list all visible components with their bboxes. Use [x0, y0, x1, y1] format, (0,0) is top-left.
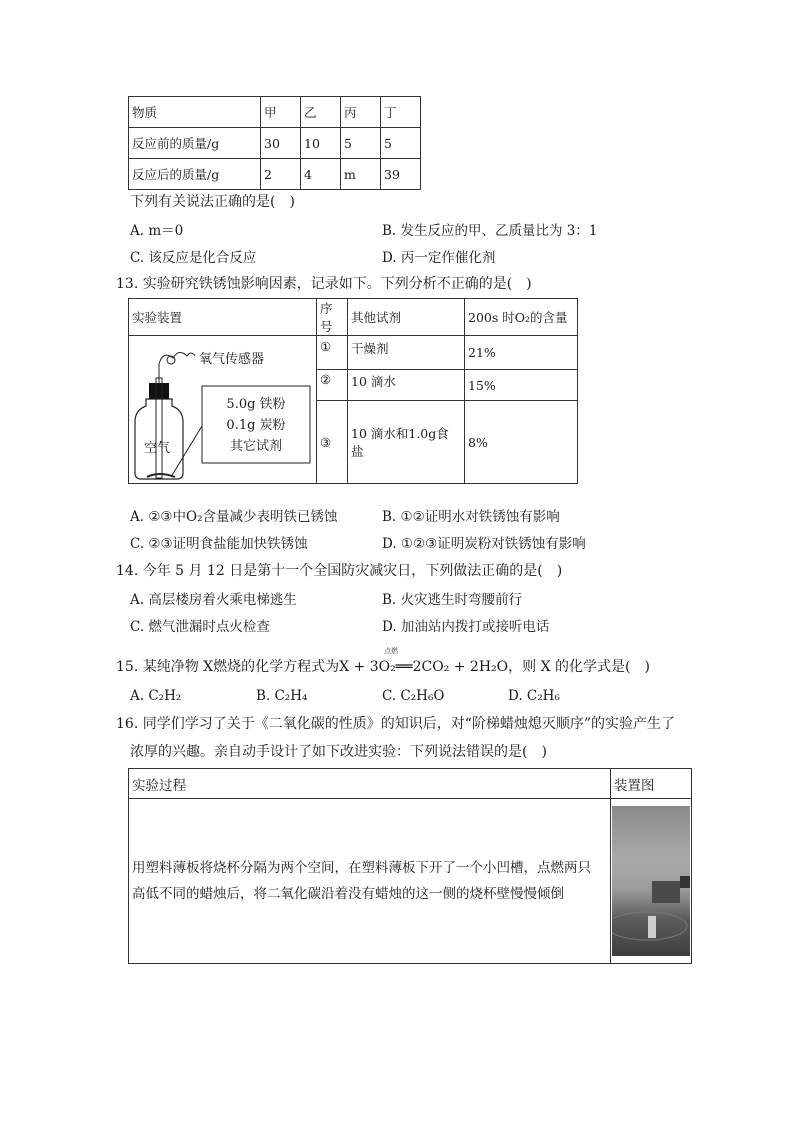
reagent-line: 0.1g 炭粉	[226, 418, 286, 433]
q14-stem: 14. 今年 5 月 12 日是第十一个全国防灾减灾日，下列做法正确的是( )	[116, 563, 563, 579]
table-cell: ②	[317, 370, 348, 401]
q15-stem-prefix: 15. 某纯净物 X燃烧的化学方程式为	[116, 659, 340, 675]
table-cell: 8%	[465, 401, 578, 484]
process-line: 用塑料薄板将烧杯分隔为两个空间，在塑料薄板下开了一个小凹槽，点燃两只	[132, 860, 591, 876]
table-cell: 实验装置	[129, 299, 317, 336]
q13-option-b[interactable]: B. ①②证明水对铁锈蚀有影响	[382, 509, 560, 525]
image-cell	[611, 799, 692, 964]
process-cell	[129, 799, 611, 964]
reagent-line: 其它试剂	[229, 439, 282, 454]
sensor-label: 氧气传感器	[199, 352, 265, 367]
q14-option-b[interactable]: B. 火灾逃生时弯腰前行	[382, 592, 523, 608]
photo-detail	[612, 806, 690, 956]
table-cell: 5	[341, 128, 381, 159]
table-cell: 序号	[317, 299, 348, 336]
table-cell: 10 滴水	[348, 370, 465, 401]
table-cell: 2	[261, 159, 301, 190]
reagent-line: 5.0g 铁粉	[226, 397, 286, 412]
table-cell: 反应前的质量/g	[129, 128, 261, 159]
table-cell: 30	[261, 128, 301, 159]
q12-option-b[interactable]: B. 发生反应的甲、乙质量比为 3：1	[382, 223, 598, 239]
q15-stem	[116, 647, 650, 676]
table-cell: ③	[317, 401, 348, 484]
table-cell: 4	[301, 159, 341, 190]
q14-option-c[interactable]: C. 燃气泄漏时点火检查	[130, 619, 270, 635]
rust-experiment-table	[128, 298, 578, 484]
q13-option-a[interactable]: A. ②③中O₂含量减少表明铁已锈蚀	[130, 509, 338, 525]
table-row	[129, 299, 578, 336]
table-row	[129, 799, 692, 964]
mass-table	[128, 96, 421, 190]
table-cell: 21%	[465, 336, 578, 370]
table-cell: 200s 时O₂的含量	[465, 299, 578, 336]
table-row	[129, 769, 692, 799]
q15-option-b[interactable]: B. C₂H₄	[256, 688, 308, 704]
apparatus-diagram	[129, 338, 316, 481]
table-cell: 10	[301, 128, 341, 159]
air-label: 空气	[144, 441, 171, 456]
table-cell: 甲	[261, 97, 301, 128]
table-cell: 15%	[465, 370, 578, 401]
table-row	[129, 159, 421, 190]
q16-stem-line1: 16. 同学们学习了关于《二氧化碳的性质》的知识后，对“阶梯蜡烛熄灭顺序”的实验产生了	[116, 716, 676, 732]
table-row	[129, 336, 578, 370]
q15-equation-wrap	[339, 647, 509, 675]
table-row	[129, 97, 421, 128]
q15-equation: X + 3O₂══2CO₂ + 2H₂O	[339, 659, 509, 675]
q15-stem-suffix: ，则 X 的化学式是( )	[508, 659, 650, 675]
table-cell: 其他试剂	[348, 299, 465, 336]
table-cell: ①	[317, 336, 348, 370]
table-cell: 丙	[341, 97, 381, 128]
table-cell: m	[341, 159, 381, 190]
apparatus-cell	[129, 336, 317, 484]
sensor-wire	[159, 352, 195, 383]
q14-option-d[interactable]: D. 加油站内拨打或接听电话	[382, 619, 550, 635]
photo-candle	[648, 916, 656, 938]
q12-option-a[interactable]: A. m＝0	[130, 223, 184, 239]
q13-option-d[interactable]: D. ①②③证明炭粉对铁锈蚀有影响	[382, 536, 586, 552]
table-cell: 干燥剂	[348, 336, 465, 370]
sensor-coil	[167, 356, 175, 364]
table-cell: 实验过程	[129, 769, 611, 799]
table-cell: 5	[381, 128, 421, 159]
q13-option-c[interactable]: C. ②③证明食盐能加快铁锈蚀	[130, 536, 308, 552]
table-row	[129, 128, 421, 159]
table-cell: 10 滴水和1.0g食盐	[348, 401, 465, 484]
reagent-box-text	[202, 394, 310, 457]
table-cell: 物质	[129, 97, 261, 128]
q15-option-c[interactable]: C. C₂H₆O	[382, 688, 445, 704]
table-cell: 乙	[301, 97, 341, 128]
table-cell: 反应后的质量/g	[129, 159, 261, 190]
table-cell: 39	[381, 159, 421, 190]
photo-board	[652, 881, 680, 903]
apparatus-photo	[612, 806, 690, 956]
q12-option-d[interactable]: D. 丙一定作催化剂	[382, 250, 496, 266]
photo-object	[680, 876, 690, 888]
q14-option-a[interactable]: A. 高层楼房着火乘电梯逃生	[130, 592, 297, 608]
q12-option-c[interactable]: C. 该反应是化合反应	[130, 250, 257, 266]
q15-option-a[interactable]: A. C₂H₂	[130, 688, 182, 704]
pointer-line	[171, 426, 202, 477]
process-line: 高低不同的蜡烛后，将二氧化碳沿着没有蜡烛的这一侧的烧杯壁慢慢倾倒	[132, 886, 564, 902]
stopper	[149, 383, 169, 399]
q16-stem-line2: 浓厚的兴趣。亲自动手设计了如下改进实验：下列说法错误的是( )	[130, 744, 547, 760]
table-cell: 装置图	[611, 769, 692, 799]
q15-option-d[interactable]: D. C₂H₆	[508, 688, 560, 704]
table-cell: 丁	[381, 97, 421, 128]
candle-experiment-table	[128, 768, 692, 964]
q13-stem: 13. 实验研究铁锈蚀影响因素，记录如下。下列分析不正确的是( )	[116, 276, 532, 292]
q15-condition: 点燃	[384, 647, 399, 655]
q12-prompt: 下列有关说法正确的是( )	[130, 194, 295, 210]
